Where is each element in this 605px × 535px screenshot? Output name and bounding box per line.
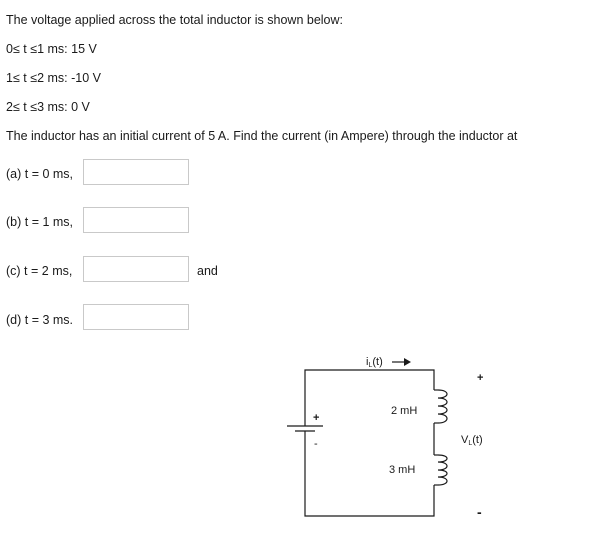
part-a-label: (a) t = 0 ms, [6,167,74,181]
part-d-label: (d) t = 3 ms. [6,313,74,327]
voltage-minus-sign: - [477,504,482,520]
current-label: iL(t) [366,356,383,369]
problem-question: The inductor has an initial current of 5 A. Find the current (in Ampere) through the inductor at [6,129,518,143]
voltage-label: VL(t) [461,434,483,447]
part-c-conjunction: and [197,264,218,278]
inductor-2mh-label: 2 mH [391,405,418,417]
inductor-2mh-icon [434,390,447,423]
inductor-3mh-label: 3 mH [389,464,416,476]
battery-minus-sign: - [314,438,318,450]
circuit-wires [305,370,434,516]
part-b-label: (b) t = 1 ms, [6,215,74,229]
current-arrow-icon [392,358,411,366]
interval-1: 0≤ t ≤1 ms: 15 V [6,42,97,56]
interval-3: 2≤ t ≤3 ms: 0 V [6,100,90,114]
bottom-wire [305,437,434,516]
problem-intro: The voltage applied across the total inductor is shown below: [6,13,343,27]
part-c-label: (c) t = 2 ms, [6,264,73,278]
inductor-3mh-icon [434,455,447,485]
battery-plus-sign: + [313,412,320,424]
interval-2: 1≤ t ≤2 ms: -10 V [6,71,102,85]
voltage-plus-sign: + [477,372,484,384]
